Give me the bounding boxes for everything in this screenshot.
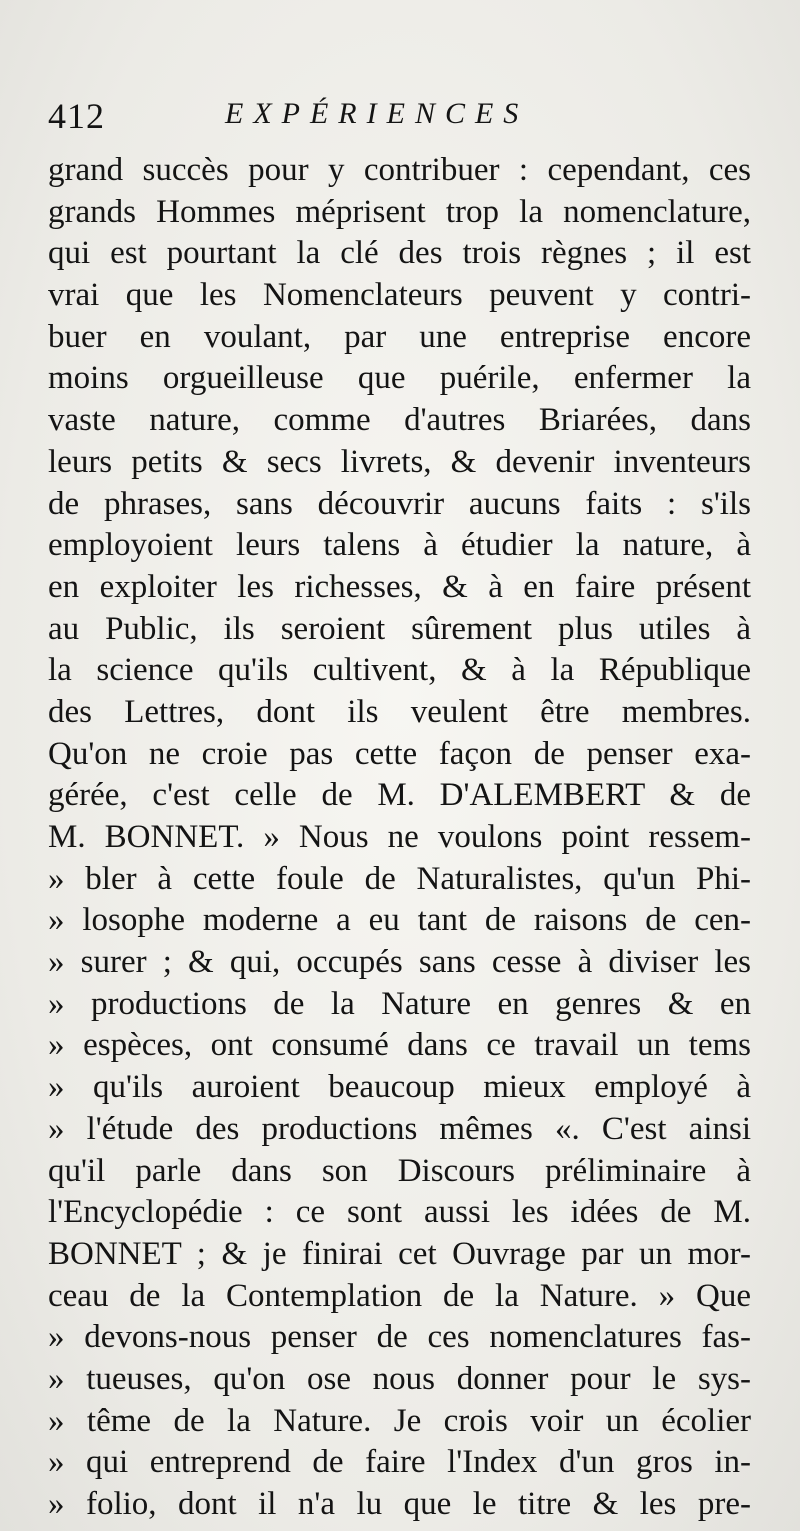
text-line: vaste nature, comme d'autres Briarées, dans bbox=[48, 402, 751, 439]
text-line: grand succès pour y contribuer : cependant, ces bbox=[48, 152, 751, 188]
text-line: » bler à cette foule de Naturalistes, qu'un Phi- bbox=[48, 860, 751, 897]
text-line: » tême de la Nature. Je crois voir un écolier bbox=[48, 1402, 751, 1439]
text-line: moins orgueilleuse que puérile, enfermer la bbox=[48, 360, 751, 397]
text-line: » espèces, ont consumé dans ce travail un tems bbox=[48, 1027, 751, 1064]
page-number: 412 bbox=[48, 96, 105, 136]
text-line: en exploiter les richesses, & à en faire présent bbox=[48, 568, 751, 605]
text-line: des Lettres, dont ils veulent être membres. bbox=[48, 693, 751, 730]
text-line: au Public, ils seroient sûrement plus utiles à bbox=[48, 610, 751, 647]
text-line: buer en voulant, par une entreprise encore bbox=[48, 318, 751, 355]
text-line: M. BONNET. » Nous ne voulons point ressem- bbox=[48, 819, 751, 855]
text-line: ceau de la Contemplation de la Nature. » Que bbox=[48, 1277, 751, 1314]
text-line: l'Encyclopédie : ce sont aussi les idées de M. bbox=[48, 1194, 751, 1231]
text-line: » losophe moderne a eu tant de raisons de cen- bbox=[48, 902, 751, 939]
text-line: » qu'ils auroient beaucoup mieux employé à bbox=[48, 1069, 751, 1106]
text-line: BONNET ; & je finirai cet Ouvrage par un mor- bbox=[48, 1235, 751, 1272]
text-line: vrai que les Nomenclateurs peuvent y contri- bbox=[48, 277, 751, 314]
text-line: » surer ; & qui, occupés sans cesse à diviser les bbox=[48, 944, 751, 981]
body-text bbox=[48, 150, 751, 1526]
text-line: » tueuses, qu'on ose nous donner pour le sys- bbox=[48, 1360, 751, 1397]
text-line: gérée, c'est celle de M. D'ALEMBERT & de bbox=[48, 777, 751, 814]
text-line: grands Hommes méprisent trop la nomenclature, bbox=[48, 193, 751, 230]
text-line: la science qu'ils cultivent, & à la République bbox=[48, 652, 751, 689]
running-title: EXPÉRIENCES bbox=[225, 97, 529, 130]
text-line: de phrases, sans découvrir aucuns faits : s'ils bbox=[48, 485, 751, 522]
text-line: qu'il parle dans son Discours préliminaire à bbox=[48, 1152, 751, 1189]
running-head bbox=[40, 95, 760, 145]
text-line: Qu'on ne croie pas cette façon de penser exa- bbox=[48, 735, 751, 772]
text-line: » folio, dont il n'a lu que le titre & les pre- bbox=[48, 1486, 751, 1522]
text-line: » qui entreprend de faire l'Index d'un gros in- bbox=[48, 1444, 751, 1481]
text-line: » productions de la Nature en genres & en bbox=[48, 985, 751, 1022]
text-line: leurs petits & secs livrets, & devenir inventeurs bbox=[48, 443, 751, 480]
text-line: » l'étude des productions mêmes «. C'est ainsi bbox=[48, 1110, 751, 1147]
text-line: qui est pourtant la clé des trois règnes ; il est bbox=[48, 235, 751, 272]
text-line: employoient leurs talens à étudier la nature, à bbox=[48, 527, 751, 564]
text-line: » devons-nous penser de ces nomenclatures fas- bbox=[48, 1319, 751, 1356]
